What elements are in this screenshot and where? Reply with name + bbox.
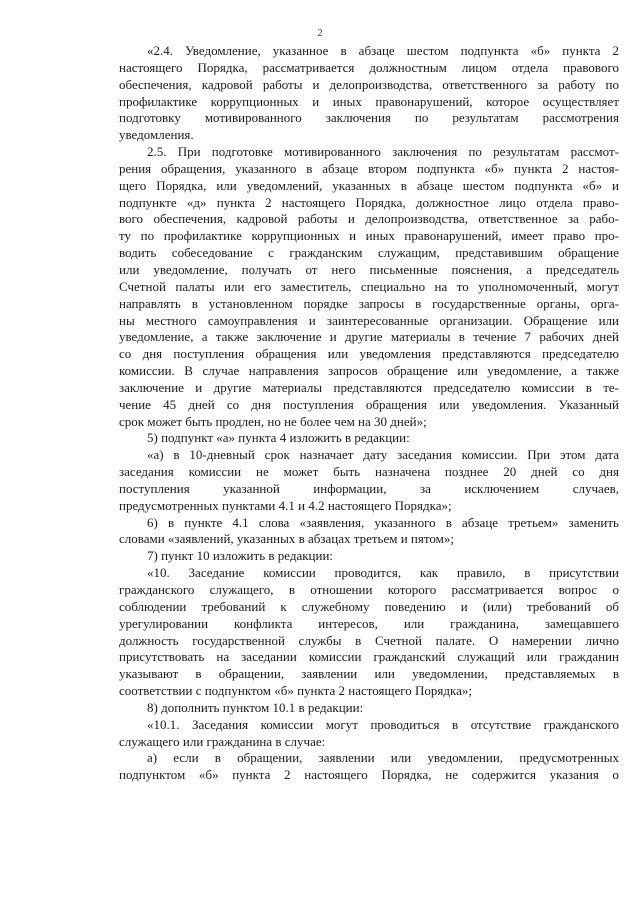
text-line: служащего или гражданина в случае:	[119, 733, 326, 749]
text-line: настоящего Порядка, рассматривается должностным лицом отдела правового	[119, 59, 619, 75]
text-line: направлять в установленном порядке запросы в государственные органы, орга-	[119, 295, 619, 311]
text-line: а) если в обращении, заявлении или уведомлении, предусмотренных	[147, 750, 619, 766]
text-line: соблюдении требований к служебному поведению и (или) требований об	[119, 598, 619, 614]
page-number: 2	[317, 28, 323, 39]
text-line: «10. Заседание комиссии проводится, как правило, в присутствии	[147, 565, 619, 581]
text-line: указывают в обращении, заявлении или уведомлении, представляемых в	[119, 666, 619, 682]
text-line: гражданского служащего, в отношении которого рассматривается вопрос о	[119, 582, 619, 597]
text-line: 8) дополнить пунктом 10.1 в редакции:	[147, 699, 364, 715]
text-line: должность государственной службы в Счетной палате. О намерении лично	[119, 632, 619, 648]
text-line: уведомления.	[119, 127, 194, 143]
text-line: «а) в 10-дневный срок назначает дату заседания комиссии. При этом дата	[147, 447, 619, 463]
text-line: 7) пункт 10 изложить в редакции:	[147, 548, 334, 564]
text-line: 6) в пункте 4.1 слова «заявления, указанного в абзаце третьем» заменить	[147, 514, 619, 530]
text-line: вого обеспечения, кадровой работы и делопроизводства, ответственное за рабо-	[119, 211, 619, 227]
text-line: ны местного самоуправления и заинтересованные организации. Обращение или	[119, 312, 619, 328]
text-line: срок может быть продлен, но не более чем на 30 дней»;	[119, 413, 427, 429]
text-line: профилактике коррупционных и иных правонарушений, которое осуществляет	[119, 93, 619, 109]
text-line: чение 45 дней со дня поступления обращения или уведомления. Указанный	[119, 396, 619, 412]
text-line: подпунктом «б» пункта 2 настоящего Порядка, не содержится указания о	[119, 767, 619, 783]
text-line: соответствии с подпунктом «б» пункта 2 настоящего Порядка»;	[119, 683, 473, 699]
text-line: словами «заявлений, указанных в абзацах третьем и пятом»;	[119, 531, 454, 547]
text-line: подпункте «д» пункта 2 настоящего Порядка, должностное лицо отдела право-	[119, 194, 619, 210]
text-line: со дня поступления обращения или уведомления представляются председателю	[119, 346, 619, 362]
text-line: комиссии. В случае направления запросов обращение или уведомление, а также	[119, 363, 619, 379]
document-body	[119, 43, 619, 784]
text-line: предусмотренных пунктами 4.1 и 4.2 настоящего Порядка»;	[119, 497, 452, 513]
text-line: «2.4. Уведомление, указанное в абзаце шестом подпункта «б» пункта 2	[147, 43, 619, 58]
text-line: 5) подпункт «а» пункта 4 изложить в редакции:	[147, 430, 410, 446]
text-line: щего Порядка, или уведомлений, указанных в абзаце шестом подпункта «б» и	[119, 177, 619, 193]
text-line: 2.5. При подготовке мотивированного заключения по результатам рассмот-	[147, 144, 619, 160]
text-line: подготовку мотивированного заключения по результатам рассмотрения	[119, 110, 619, 126]
text-line: или уведомление, получать от него письменные пояснения, а председатель	[119, 261, 619, 277]
text-line: ту по профилактике коррупционных и иных правонарушений, имеет право про-	[119, 228, 619, 244]
text-line: поступления указанной информации, за исключением случаев,	[119, 480, 619, 496]
text-line: Счетной палаты или его заместитель, специально на то уполномоченный, могут	[119, 278, 619, 294]
text-line: заключение и другие материалы представляются председателю комиссии в те-	[119, 379, 619, 395]
text-line: рения обращения, указанного в абзаце втором подпункта «б» пункта 2 настоя-	[119, 160, 619, 176]
text-line: обеспечения, кадровой работы и делопроизводства, ответственного за работу по	[119, 76, 619, 92]
text-line: «10.1. Заседания комиссии могут проводиться в отсутствие гражданского	[147, 716, 619, 732]
text-line: водить собеседование с гражданским служащим, представившим обращение	[119, 245, 619, 261]
text-line: присутствовать на заседании комиссии гражданский служащий или гражданин	[119, 649, 619, 665]
text-line: урегулировании конфликта интересов, или гражданина, замещавшего	[119, 615, 619, 631]
text-line: уведомление, а также заключение и другие материалы в течение 7 рабочих дней	[119, 329, 619, 345]
text-line: заседания комиссии не может быть назначена позднее 20 дней со дня	[119, 464, 619, 480]
